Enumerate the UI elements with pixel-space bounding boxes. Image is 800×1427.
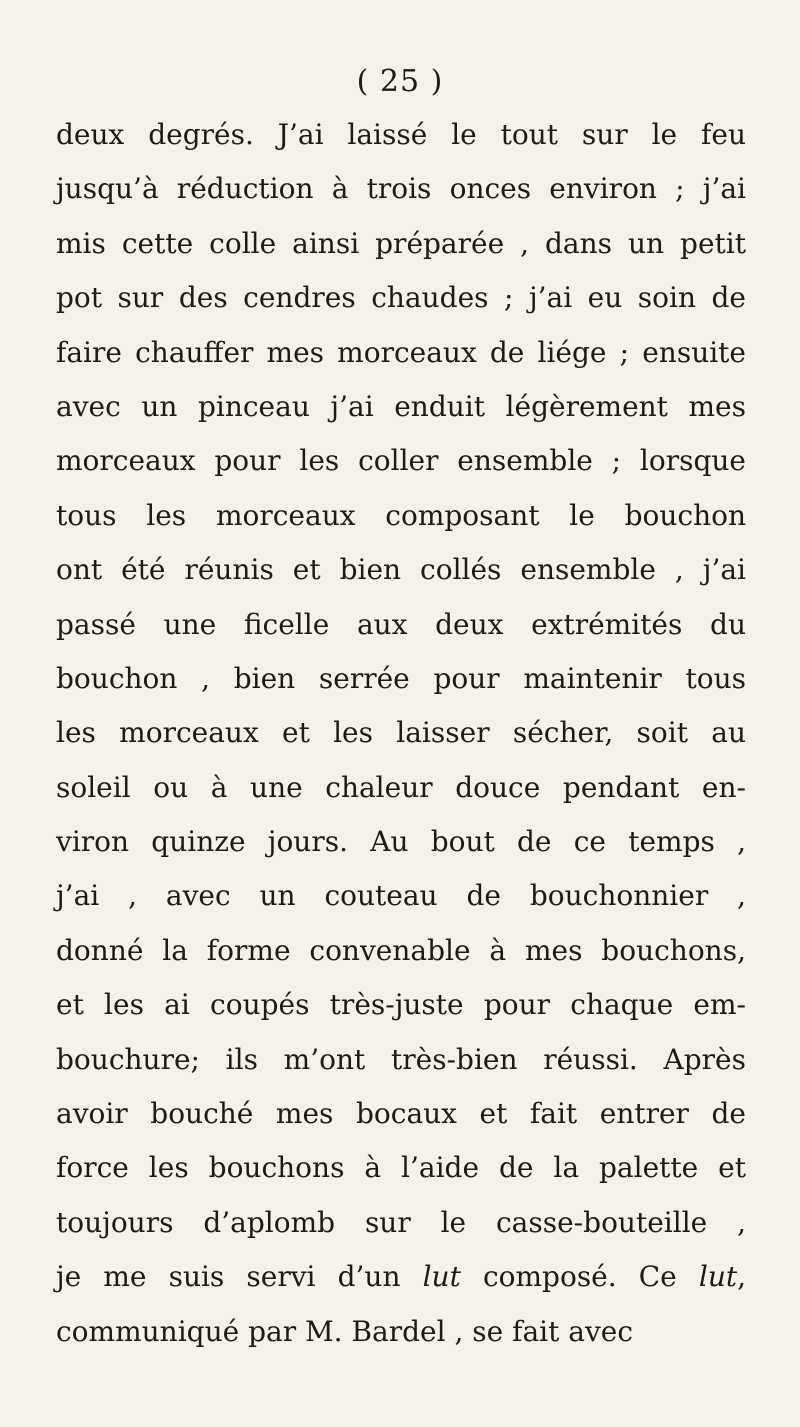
text-line: tous les morceaux composant le bouchon bbox=[56, 498, 746, 532]
text-line: passé une ficelle aux deux extrémités du bbox=[56, 607, 746, 641]
text-line: viron quinze jours. Au bout de ce temps , bbox=[56, 825, 746, 859]
text-line: pot sur des cendres chaudes ; j’ai eu soin de bbox=[56, 281, 746, 315]
text-line: bouchure; ils m’ont très-bien réussi. Après bbox=[56, 1042, 746, 1076]
text-line: communiqué par M. Bardel , se fait avec bbox=[56, 1314, 634, 1348]
text-line: deux degrés. J’ai laissé le tout sur le feu bbox=[56, 118, 746, 151]
text-line: ont été réunis et bien collés ensemble , j’ai bbox=[56, 553, 746, 587]
body-text bbox=[56, 108, 746, 1359]
text-line: faire chauffer mes morceaux de liége ; ensuite bbox=[56, 335, 746, 369]
text-line: donné la forme convenable à mes bouchons, bbox=[56, 933, 746, 967]
text-segment: , bbox=[737, 1260, 747, 1294]
text-line: j’ai , avec un couteau de bouchonnier , bbox=[56, 879, 746, 913]
text-line: et les ai coupés très-juste pour chaque em- bbox=[56, 988, 746, 1022]
text-line: toujours d’aplomb sur le casse-bouteille , bbox=[56, 1205, 746, 1239]
text-line: avec un pinceau j’ai enduit légèrement mes bbox=[56, 389, 746, 423]
text-segment: composé. Ce bbox=[460, 1260, 699, 1294]
text-line-with-italics bbox=[56, 1250, 746, 1304]
page-number: ( 25 ) bbox=[356, 64, 444, 99]
text-line: les morceaux et les laisser sécher, soit au bbox=[56, 716, 746, 750]
text-line: avoir bouché mes bocaux et fait entrer de bbox=[56, 1097, 746, 1131]
text-segment: je me suis servi d’un bbox=[56, 1260, 423, 1294]
text-line: soleil ou à une chaleur douce pendant en- bbox=[56, 770, 746, 804]
text-line: bouchon , bien serrée pour maintenir tous bbox=[56, 661, 746, 695]
text-line: mis cette colle ainsi préparée , dans un petit bbox=[56, 226, 746, 260]
italic-term: lut bbox=[698, 1260, 738, 1294]
text-line: morceaux pour les coller ensemble ; lorsque bbox=[56, 444, 746, 478]
text-line: force les bouchons à l’aide de la palette et bbox=[56, 1151, 746, 1185]
italic-term: lut bbox=[422, 1260, 461, 1294]
text-line: jusqu’à réduction à trois onces environ ; j’ai bbox=[56, 172, 746, 206]
